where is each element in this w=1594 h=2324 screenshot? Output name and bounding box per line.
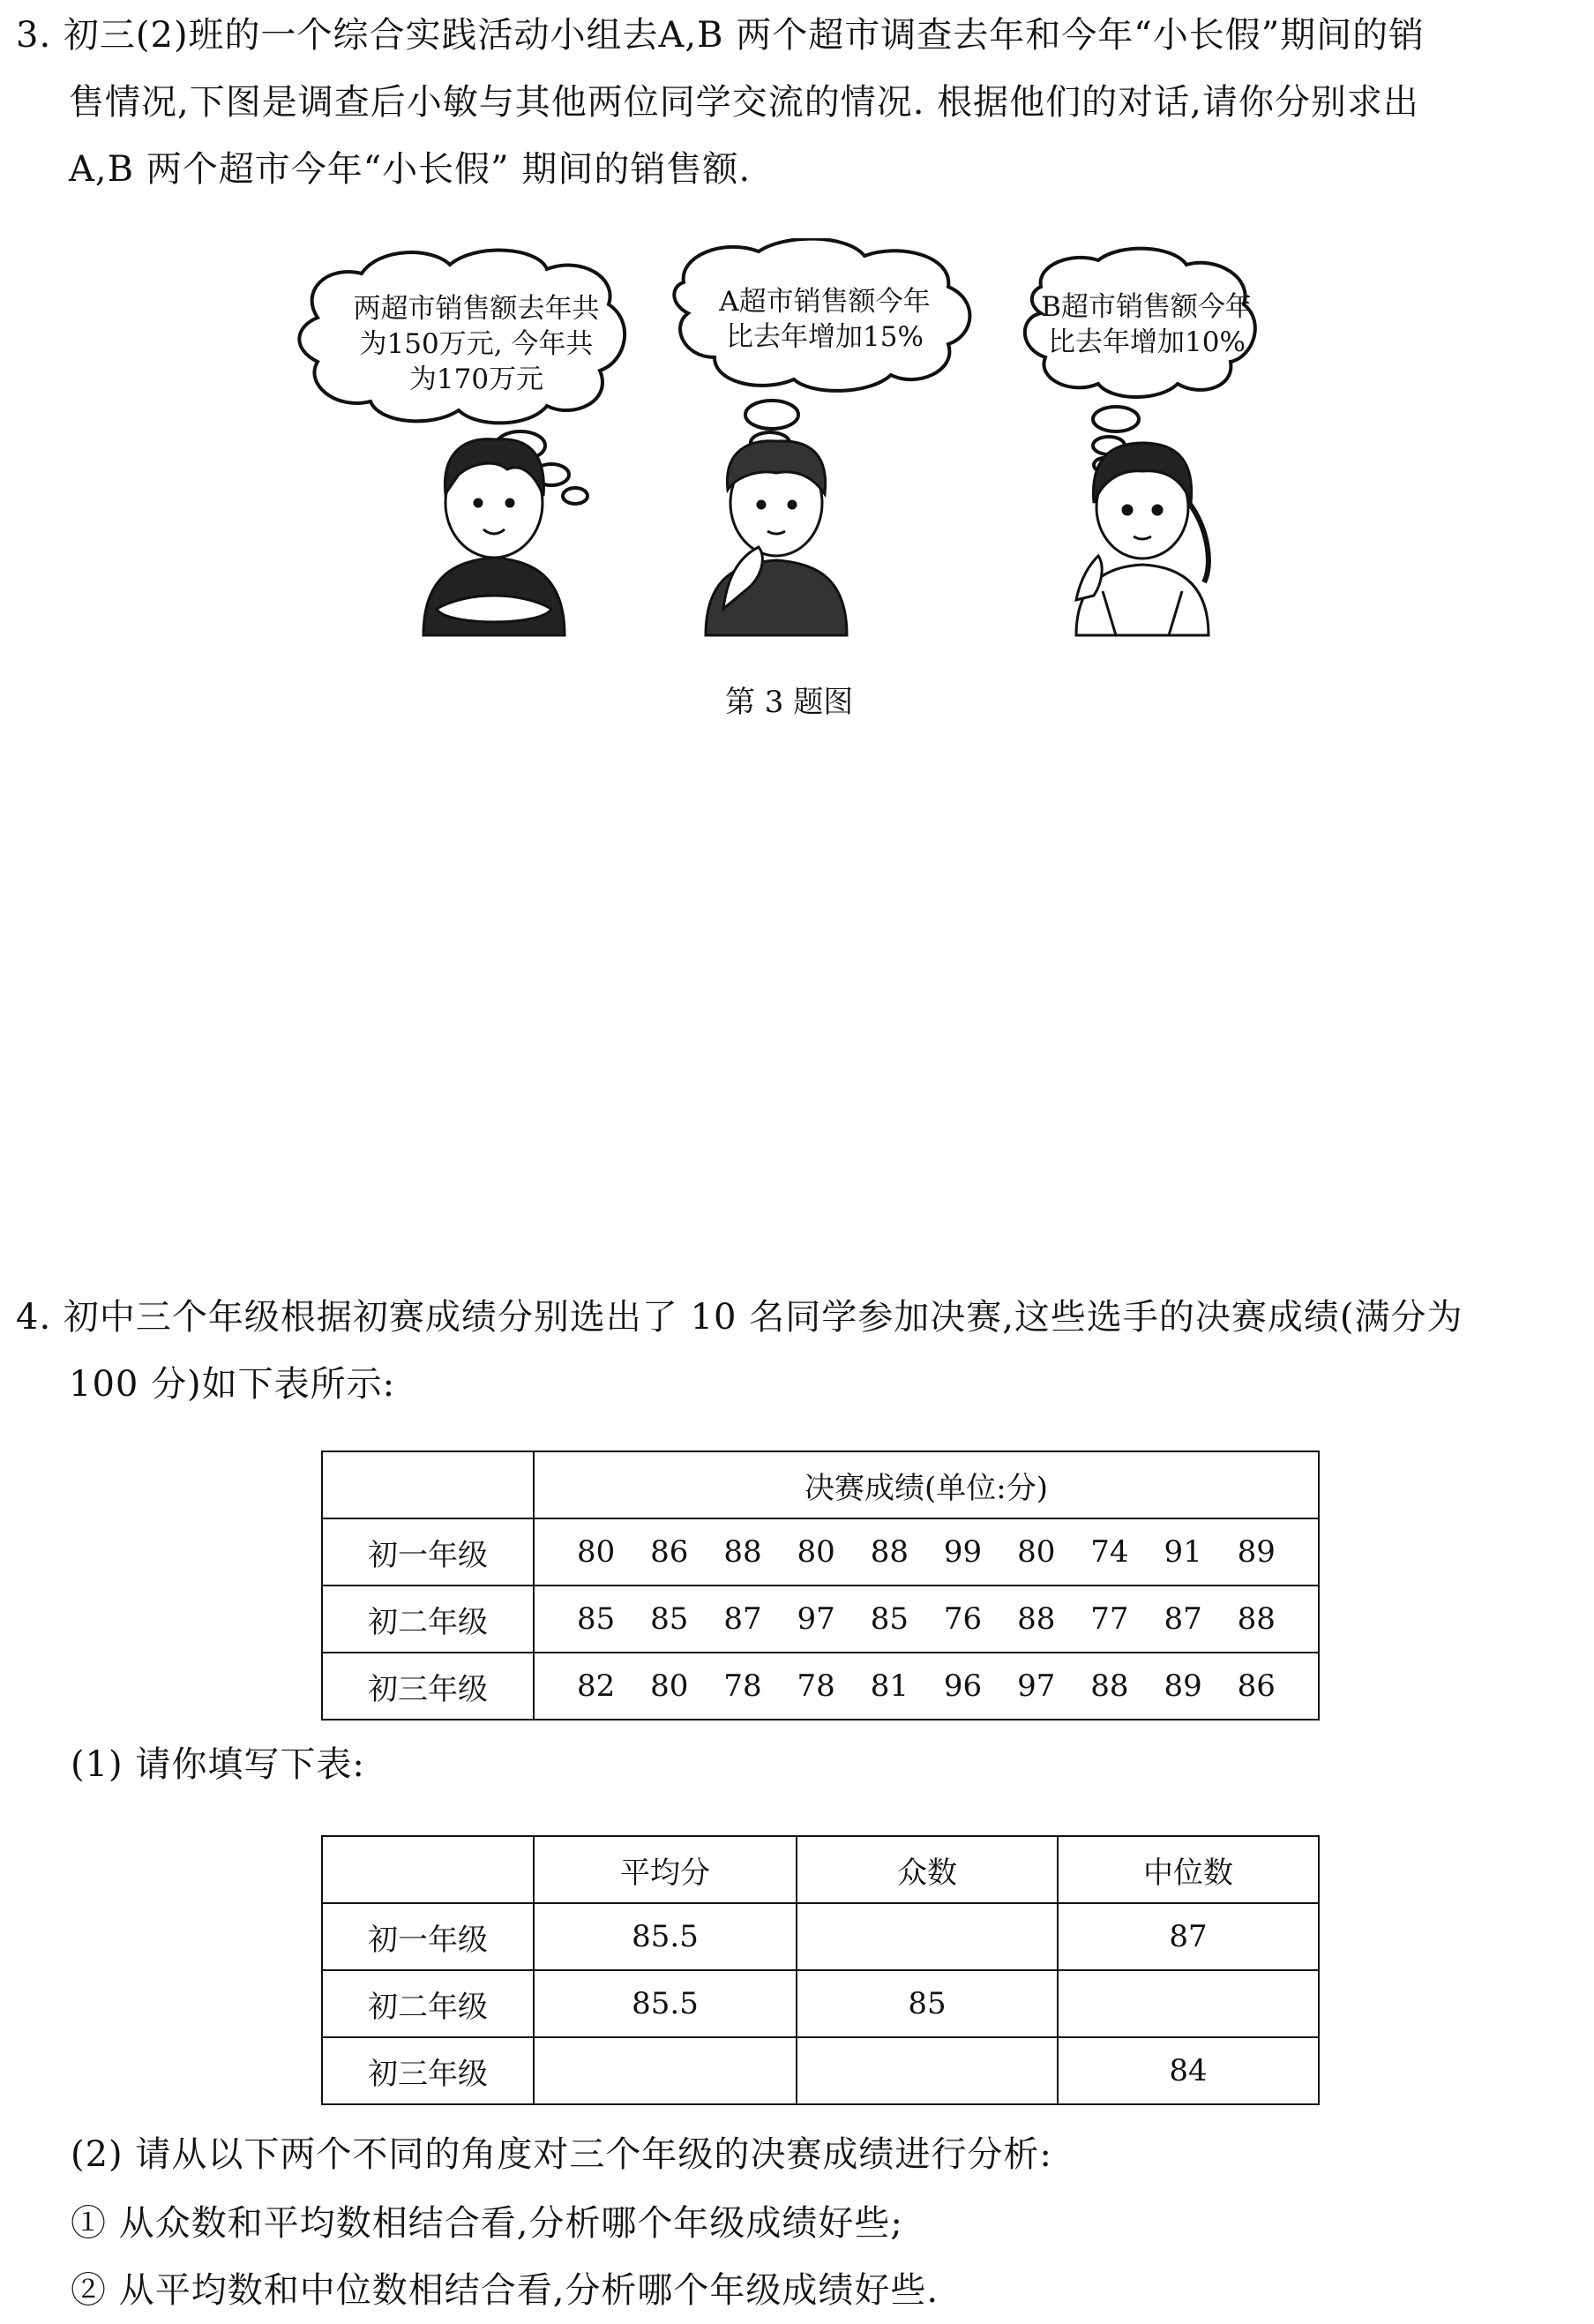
figure-caption: 第 3 题图: [725, 685, 854, 720]
question-number: 3.: [16, 15, 52, 56]
header-mode: 众数: [797, 1836, 1058, 1903]
thought-bubble-3: [1025, 249, 1255, 472]
mean-cell: 85.5: [534, 1970, 797, 2037]
grade-label: 初三年级: [322, 1653, 534, 1720]
header-mean: 平均分: [534, 1836, 797, 1903]
student-girl: [1076, 443, 1209, 635]
scores-cell: 80 86 88 80 88 99 80 74 91 89: [534, 1518, 1319, 1586]
question-line: A,B 两个超市今年“小长假” 期间的销售额.: [69, 149, 752, 190]
question-3-text: [16, 2, 1425, 203]
bubble-3-text: B超市销售额今年 比去年增加10%: [1041, 291, 1253, 358]
thought-bubble-2: [674, 239, 969, 474]
question-line: 100 分)如下表所示:: [69, 1364, 396, 1405]
part-1-prompt: (1) 请你填写下表:: [71, 1744, 365, 1785]
table-row: [322, 1653, 1319, 1720]
median-cell: [1058, 1970, 1319, 2037]
grade-label: 初二年级: [322, 1970, 534, 2037]
table-row: [322, 1518, 1319, 1586]
grade-label: 初一年级: [322, 1903, 534, 1970]
question-line: 初三(2)班的一个综合实践活动小组去A,B 两个超市调查去年和今年“小长假”期间的销: [63, 15, 1426, 56]
mode-cell: [797, 2037, 1058, 2104]
table-row: [322, 1903, 1319, 1970]
scores-table: [321, 1451, 1320, 1721]
mode-cell: 85: [797, 1970, 1058, 2037]
question-4-text: [16, 1284, 1463, 1418]
table-row: [322, 2037, 1319, 2104]
bubble-1-text: 两超市销售额去年共 为150万元, 今年共 为170万元: [353, 293, 600, 395]
header-median: 中位数: [1058, 1836, 1319, 1903]
median-cell: 87: [1058, 1903, 1319, 1970]
scores-cell: 85 85 87 97 85 76 88 77 87 88: [534, 1586, 1319, 1653]
mean-cell: [534, 2037, 797, 2104]
scores-cell: 82 80 78 78 81 96 97 88 89 86: [534, 1653, 1319, 1720]
question-number: 4.: [16, 1297, 52, 1338]
sub-question-2: ② 从平均数和中位数相结合看,分析哪个年级成绩好些.: [71, 2270, 939, 2311]
median-cell: 84: [1058, 2037, 1319, 2104]
table-row: [322, 1586, 1319, 1653]
scores-header: 决赛成绩(单位:分): [534, 1451, 1319, 1518]
fill-in-table: [321, 1835, 1320, 2105]
student-boy-2: [706, 441, 847, 635]
mean-cell: 85.5: [534, 1903, 797, 1970]
empty-cell: [322, 1836, 534, 1903]
sub-question-1: ① 从众数和平均数相结合看,分析哪个年级成绩好些;: [71, 2203, 903, 2244]
grade-label: 初一年级: [322, 1518, 534, 1586]
grade-label: 初二年级: [322, 1586, 534, 1653]
grade-label: 初三年级: [322, 2037, 534, 2104]
part-2-prompt: (2) 请从以下两个不同的角度对三个年级的决赛成绩进行分析:: [71, 2134, 1052, 2175]
table-row: [322, 1970, 1319, 2037]
question-line: 售情况,下图是调查后小敏与其他两位同学交流的情况. 根据他们的对话,请你分别求出: [69, 82, 1419, 123]
bubble-2-text: A超市销售额今年 比去年增加15%: [719, 286, 931, 353]
mode-cell: [797, 1903, 1058, 1970]
question-line: 初中三个年级根据初赛成绩分别选出了 10 名同学参加决赛,这些选手的决赛成绩(满分为: [63, 1297, 1463, 1338]
empty-cell: [322, 1451, 534, 1518]
